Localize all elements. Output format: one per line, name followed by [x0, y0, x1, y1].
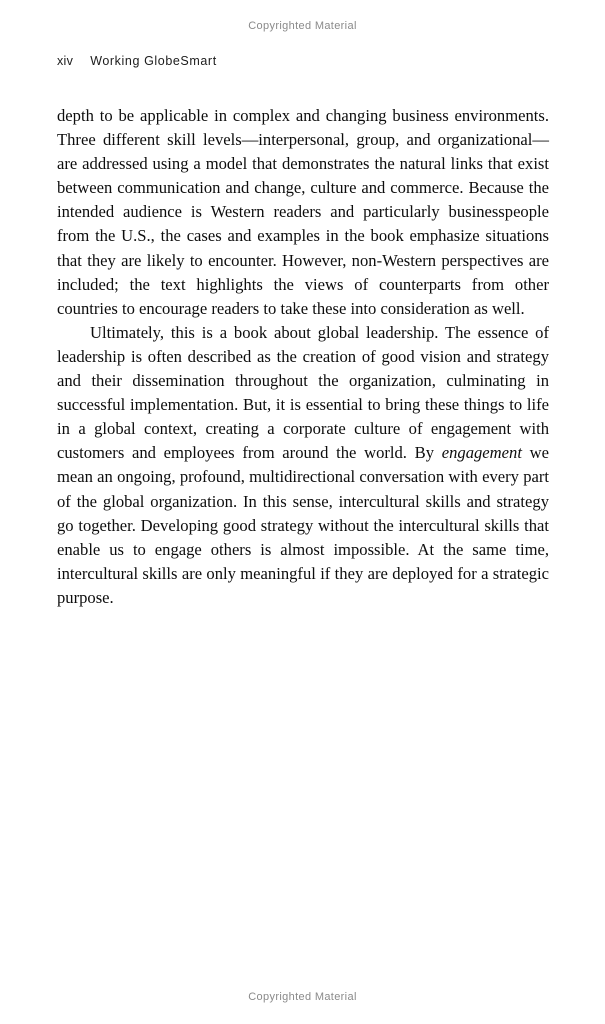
page-folio: xiv: [57, 54, 74, 68]
paragraph-continuation: depth to be applicable in complex and changing business environments. Three different skill levels—interpersonal, group, and organizational—are addressed using a model that demonstrates the natural links that exist between communication and change, culture and commerce. Because the intended audience is Western readers and particularly businesspeople from the U.S., the cases and examples in the book emphasize situations that they are likely to encounter. However, non-Western perspectives are included; the text highlights the views of counterparts from other countries to encourage readers to take these into consideration as well.: [57, 106, 549, 318]
paragraph-ultimately: [57, 321, 549, 610]
running-head: [57, 54, 217, 68]
paragraph-text-segment-2: we mean an ongoing, profound, multidirectional conversation with every part of the global organization. In this sense, intercultural skills and strategy go together. Developing good strategy without the intercultural skills that enable us to engage others is almost impossible. At the same time, intercultural skills are only meaningful if they are deployed for a strategic purpose.: [57, 443, 549, 607]
emphasis-engagement: engagement: [441, 443, 522, 463]
running-head-title: Working GlobeSmart: [90, 54, 217, 68]
copyright-watermark-bottom: Copyrighted Material: [248, 991, 357, 1003]
paragraph-text-segment-1: Ultimately, this is a book about global leadership. The essence of leadership is often described as the creation of good vision and strategy and their dissemination throughout the organization, culminating in successful implementation. But, it is essential to bring these things to life in a global context, creating a corporate culture of engagement with customers and employees from around the world. By: [57, 322, 549, 463]
copyright-watermark-top: Copyrighted Material: [248, 20, 357, 32]
body-text-block: [57, 104, 549, 610]
